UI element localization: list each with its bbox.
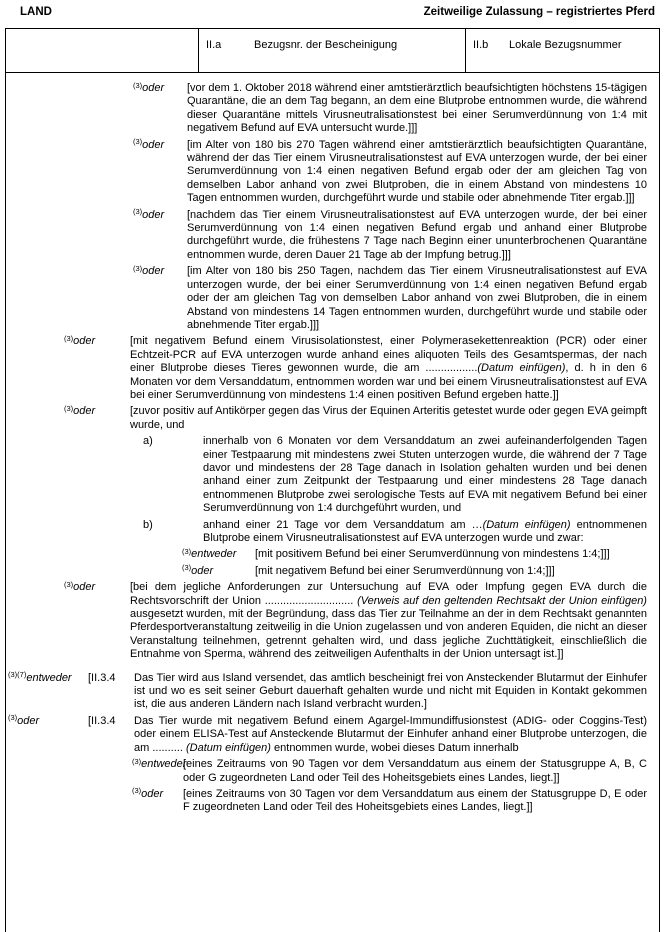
clause-text-segment: [zuvor positiv auf Antikörper gegen das Virus der Equinen Arteritis getestet wurde oder gegen EVA geimpft wurde, und [130,405,647,431]
option-keyword: oder [73,405,96,418]
option-marker [182,548,255,561]
fill-in-hint: (Verweis auf den geltenden Rechtsakt der Union einfügen) [357,594,647,607]
clause-text-segment: anhand einer 21 Tage vor dem Versanddatum am … [203,518,483,531]
certification-option [64,335,659,402]
clause-text [183,788,647,815]
fill-in-hint: (Datum einfügen) [482,518,571,531]
certification-option [182,548,659,561]
clause-text [183,758,647,785]
document-title: Zeitweilige Zulassung – registriertes Pferd [423,6,655,18]
clause-text-segment: [im Alter von 180 bis 270 Tagen während einer amtstierärztlich beaufsichtigten Quarantäne, während der das Tier einem Virusneutralisationstest auf EVA unterzogen wurde, der bei einer Serumverdünnung von 1:4 einen negativen Befund ergab oder der am gleichen Tag von demselben Labor anhand von zwei Blutproben, die in einem Abstand von mindestens 10 Tagen entnommen wurden, durchgeführt wurde und stabile oder abnehmende Titer ergab.]]] [187,138,647,205]
certification-option [133,209,659,263]
clause-text [130,405,647,432]
option-marker [133,82,187,136]
option-keyword: oder [191,564,214,577]
footnote-ref: (3) [132,756,142,766]
certification-option [132,788,659,815]
clause-text [130,581,647,661]
clause-text-segment: [eines Zeitraums von 30 Tagen vor dem Versanddatum aus einem der Statusgruppe D, E oder F zugeordneten Land oder Teil des Hoheitsgebiets eines Landes, liegt.]] [183,787,647,814]
clause-number: [II.3.4 [88,714,116,727]
certification-option [133,265,659,332]
option-marker [64,581,130,661]
field-code-iib: II.b [473,39,489,51]
option-keyword: oder [142,208,165,221]
footnote-ref: (3) [133,137,143,147]
certification-option [133,139,659,206]
page-header [20,6,655,18]
certificate-body [5,73,660,932]
option-keyword: oder [142,265,165,278]
clause-text [187,139,647,206]
certification-option [64,405,659,432]
clause-number: [II.3.4 [88,671,116,684]
option-marker [8,715,88,755]
clause-text-segment: , d. h in den 6 Monaten vor dem Versanddatum, entnommen worden war und bei einem Virusneutralisationstest auf EVA bei einer Serumverdünnung von mindestens 1:4 einen positiven Befund ergeben hatte.]] [130,362,647,401]
clause-text-segment: [mit negativem Befund bei einer Serumverdünnung von 1:4;]]] [255,564,555,577]
clause-text [187,82,647,136]
reference-table-empty-cell [6,29,199,72]
clause-text-segment: entnommenen Blutprobe einem Virusneutralisationstest auf EVA unterzogen wurde und zwar: [203,518,647,544]
clause-text-segment: ausgesetzt wurden, mit der Begründung, dass das Tier zur Teilnahme an der in dem Rechtsakt genannten Pferdesportveranstaltung zeitweilig in die Union zugelassen und von anderen Equiden, die nicht an dieser Veranstaltung teilnehmen, getrennt gehalten wird, und dass jegliche Zuchttätigkeit, einschließlich die Entnahme von Sperma, während des zeitweiligen Aufenthalts in der Union untersagt ist.]] [130,608,647,661]
option-keyword: oder [142,138,165,151]
clause-text [130,335,647,402]
clause-text [255,548,647,561]
footnote-ref: (3) [133,80,143,90]
footnote-ref: (3) [64,579,74,589]
clause-text [203,519,647,546]
option-marker [132,788,183,815]
option-keyword: oder [73,581,96,594]
option-keyword: entweder [26,671,72,684]
clause-text [187,265,647,332]
clause-text [134,715,647,755]
field-label-local-reference: Lokale Bezugsnummer [509,39,622,51]
option-keyword: oder [142,82,165,94]
clause-text-segment: entnommen wurde, wobei dieses Datum innerhalb [270,741,519,754]
clause-text [134,672,647,712]
clause-text-segment: [im Alter von 180 bis 250 Tagen, nachdem das Tier einem Virusneutralisationstest auf EVA unterzogen wurde, der bei einer Serumverdünnung von 1:4 einen negativen Befund ergab oder der am gleichen Tag von demselben Labor anhand von zwei Blutproben, die in einem Abstand von mindestens 14 Tagen entnommen wurden, durchgeführt wurde und stabile oder abnehmende Titer ergab.]]] [187,265,647,331]
fill-in-hint: (Datum einfügen) [185,741,271,754]
option-keyword: entweder [141,758,187,771]
clause-text-segment: Das Tier wurde mit negativem Befund einem Agargel-Immundiffusionstest (ADIG- oder Coggins-Test) oder einem ELISA-Test auf Ansteckende Blutarmut der Einhufer anhand einer Blutprobe unterzogen, die am .......... [134,714,647,754]
option-keyword: oder [141,787,164,800]
clause-text-segment: [mit positivem Befund bei einer Serumverdünnung von mindestens 1:4;]]] [255,548,610,561]
certification-option [64,581,659,661]
footnote-ref: (3) [8,713,18,723]
reference-table [5,28,660,73]
clause-text-segment: [bei dem jegliche Anforderungen zur Untersuchung auf EVA oder Impfung gegen EVA durch die Rechtsvorschrift der Union ............................. [130,581,647,607]
certification-option [133,82,659,136]
option-keyword: oder [73,335,96,348]
clause-text [255,565,647,578]
clause-text-segment: [nachdem das Tier einem Virusneutralisationstest auf EVA unterzogen wurde, der bei einer Serumverdünnung von 1:4 einen negativen Befund ergab und anhand einer Blutprobe durchgeführt wurde, die frühestens 7 Tage nach Beginn einer ununterbrochenen Quarantäne entnommen wurde, deren Dauer 21 Tage ab der Impfung betrug.]]] [187,208,647,261]
clause-text-segment: [vor dem 1. Oktober 2018 während einer amtstierärztlich beaufsichtigten höchstens 15-tägigen Quarantäne, die an dem Tag begann, an dem eine Blutprobe entnommen wurde, die während dieser Quarantäne mittels Virusneutralisationstest bei einer Serumverdünnung von 1:4 mit negativem Befund auf EVA untersucht wurde.]]] [187,82,647,135]
option-keyword: entweder [191,548,237,561]
footnote-ref: (3) [132,786,142,796]
field-label-certificate-reference: Bezugsnr. der Bescheinigung [254,39,398,51]
option-keyword: oder [17,714,40,727]
clause-text [203,435,647,515]
clause-text-segment: Das Tier wird aus Island versendet, das amtlich bescheinigt frei von Ansteckender Blutarmut der Einhufer ist und wo es seit seiner Geburt dauerhaft gehalten wurde und nicht mit Equiden in Kontakt gekommen ist, die aus anderen Ländern nach Island verbracht wurden.] [134,671,647,711]
letter-clause [143,519,659,546]
field-code-iia: II.a [206,39,222,51]
clause-text [187,209,647,263]
footnote-ref: (3) [133,207,143,217]
option-marker [132,756,187,785]
option-marker [64,405,130,432]
footnote-ref: (3)(7) [8,670,27,680]
option-marker [64,335,130,402]
footnote-ref: (3) [182,546,192,556]
clause-text-segment: [eines Zeitraums von 90 Tagen vor dem Versanddatum aus einem der Statusgruppe A, B, C oder G zugeordneten Land oder Teil des Hoheitsgebiets eines Landes, liegt.]] [183,758,647,784]
certification-option [182,565,659,578]
certification-option [132,758,659,785]
clause-number: a) [143,435,153,448]
option-marker [133,139,187,206]
clause-text-segment: innerhalb von 6 Monaten vor dem Versanddatum an zwei aufeinanderfolgenden Tagen einer Testpaarung mit mindestens zwei Stuten unterzogen wurde, die während der 7 Tage davor und mindestens der 28 Tage danach in Isolation gehalten wurden und bei denen anhand einer zum Zeitpunkt der Testpaarung und einer mindestens 28 Tage danach entnommenen Blutprobe zwei serologische Tests auf EVA mit negativem Befund bei einer Serumverdünnung von 1:4 durchgeführt wurden, und [203,435,647,515]
letter-clause [143,435,659,515]
footnote-ref: (3) [133,263,143,273]
fill-in-hint: (Datum einfügen) [477,362,566,375]
option-marker [182,565,255,578]
option-marker [133,209,187,263]
local-reference-cell [466,29,659,72]
statement-ii34 [8,672,659,712]
option-marker [8,672,88,712]
clause-number: b) [143,518,153,531]
statement-ii34 [8,715,659,755]
footnote-ref: (3) [64,403,74,413]
option-marker [133,265,187,332]
footnote-ref: (3) [182,563,192,573]
certificate-reference-cell [199,29,466,72]
country-label: LAND [20,6,52,18]
clause-text-segment: [mit negativem Befund einem Virusisolationstest, einer Polymerasekettenreaktion (PCR) oder einer Echtzeit-PCR auf EVA unterzogen wurde anhand eines aliquoten Teils des Gesamtspermas, der nach einer Blutprobe dieses Tieres gewonnen wurde, die am ................. [130,335,647,375]
footnote-ref: (3) [64,333,74,343]
